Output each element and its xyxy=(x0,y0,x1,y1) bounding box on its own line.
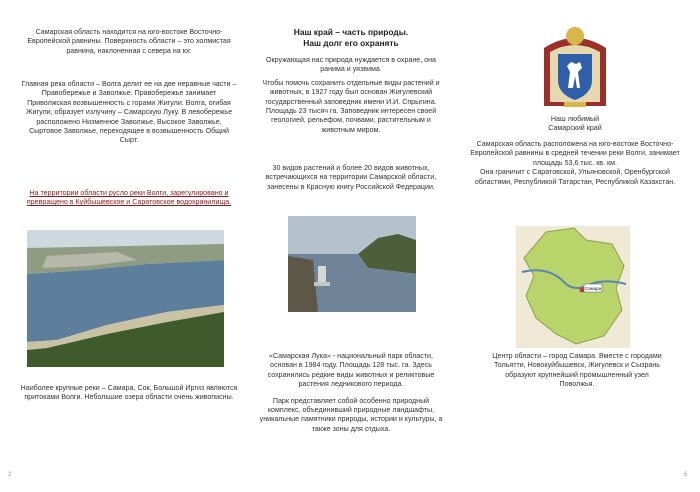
coat-caption-line1: Наш любимый xyxy=(550,115,600,123)
nature-title-line2: Наш долг его охранять xyxy=(303,37,399,48)
nature-title-line1: Наш край – часть природы. xyxy=(293,27,409,37)
rivers-paragraph: Главная река области – Волга делит ее на две неравные части – Правобережье и Заволжье. Правобережье занимает Приволжская возвышенность с горами Жигули. Волга, огибая Жигули, образует излучину – Самарскую Луку. В левобережье расположено Низменное Заволжье, Высокое Заволжье, Сыртовое Заволжье, переходящее в возвышенность Общий Сырт. xyxy=(21,80,237,145)
coat-caption-line2: Самарский край xyxy=(548,124,602,133)
national-park-paragraph-1: «Самарская Лука» - национальный парк области, основан в 1984 году. Площадь 128 тыс. га. Здесь сохранились редкие виды животных и реликтовые растения ледникового периода. xyxy=(267,352,435,389)
coat-caption xyxy=(520,115,630,134)
region-paragraph-2: Она граничит с Саратовской, Ульяновской, Оренбургской областями, Республикой Татарстан, Республикой Казахстан. xyxy=(474,168,676,186)
page-number-left: 2 xyxy=(8,472,12,478)
nature-title xyxy=(268,27,434,48)
crown xyxy=(566,27,584,45)
protection-text xyxy=(258,56,444,135)
boat-structure-base xyxy=(314,282,330,286)
region-map xyxy=(516,226,630,348)
region-paragraph-1: Самарская область расположена на юго-востоке Восточно-Европейской равнины в средней течении реки Волги, занимает площадь 53,6 тыс. кв. км. xyxy=(470,140,680,167)
national-park-text xyxy=(256,352,446,434)
region-text xyxy=(470,140,680,187)
center-text xyxy=(488,352,666,390)
boat-structure xyxy=(318,266,326,284)
red-book-text xyxy=(256,164,446,192)
volga-river-photo xyxy=(27,230,224,367)
reservoir-link-text xyxy=(20,189,238,208)
samarskaya-luka-photo xyxy=(288,216,416,312)
intro-text xyxy=(20,28,238,56)
national-park-paragraph-2: Парк представляет собой особенно природный комплекс, объединивший природные ландшафты, уникальные памятники природы, истории и культуры, а также зоны для отдыха. xyxy=(259,396,443,433)
reservoir-link[interactable]: На территории области русло реки Волги, зарегулировано и превращено в Куйбышевское и Саратовское водохранилища. xyxy=(26,189,232,207)
rivers-caption-text: Наиболее крупные реки – Самара, Сок, Большой Иргиз являются притоками Волги. Небольшие озера области очень живописны. xyxy=(20,384,238,402)
center-paragraph: Центр области – город Самара. Вместе с городами Тольятти, Новокуйбышевск, Жигулевск и Сызрань образуют крупнейший промышленный узел Поволжья. xyxy=(492,352,662,389)
page-number-right: 6 xyxy=(684,472,688,478)
protection-paragraph-2: Чтобы помочь сохранить отдельные виды растений и животных, в 1927 году был основан Жигулевский государственный заповедник имени И.И. Спрыгина. Площадь 23 тысяч га. Заповедник интересен своей геологией, рельефом, почвами, растительным и животным миром. xyxy=(262,78,440,134)
red-book-paragraph: 30 видов растений и более 20 видов животных, встречающихся на территории Самарской области, занесены в Красную книгу Российской Федерации. xyxy=(265,164,437,191)
coat-of-arms xyxy=(540,22,610,110)
protection-paragraph-1: Окружающая нас природа нуждается в охране, она ранима и уязвима. xyxy=(266,56,436,74)
rivers-text xyxy=(20,80,238,146)
rivers-caption xyxy=(20,384,238,403)
intro-paragraph: Самарская область находится на юго-востоке Восточно-Европейской равнины. Поверхность области – это холмистая равнина, наклоненная с севера на юг. xyxy=(27,28,231,55)
pedestal xyxy=(564,102,586,107)
samara-city-label: Самара xyxy=(584,286,602,291)
